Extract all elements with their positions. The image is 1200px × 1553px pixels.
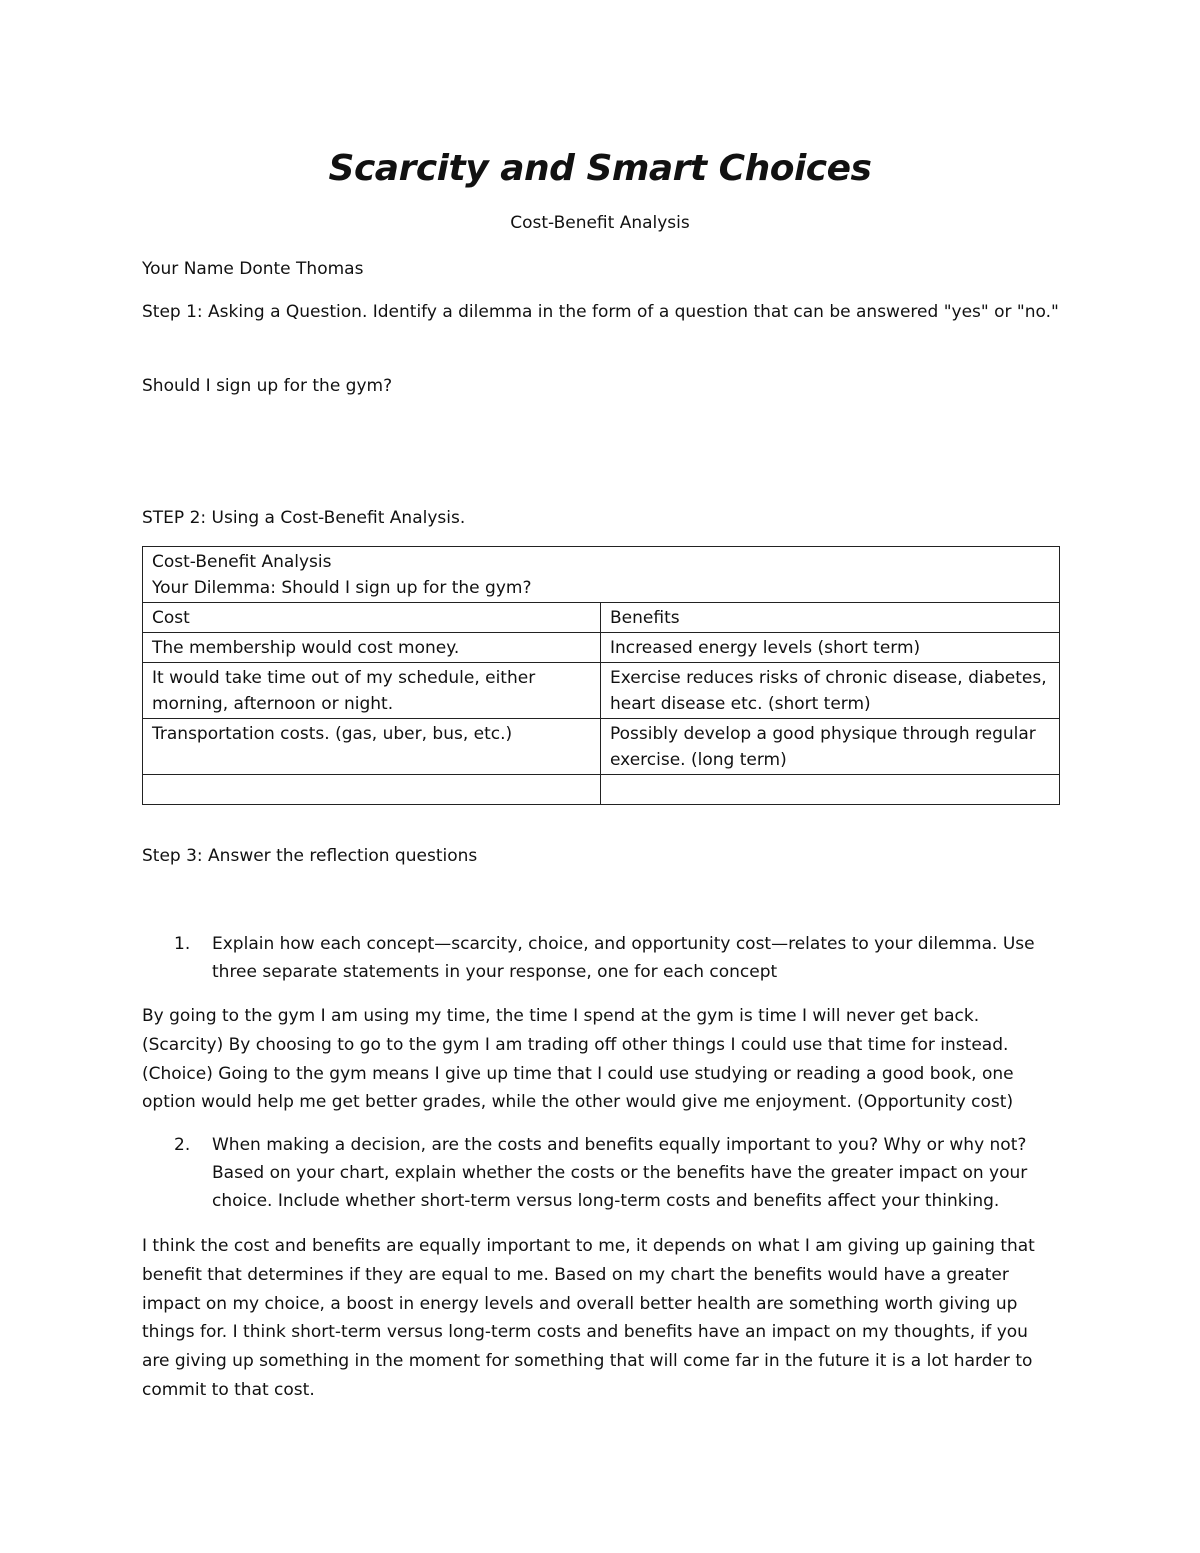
cost-cell (143, 775, 601, 805)
table-row (143, 719, 1060, 775)
cost-benefit-table-wrapper (142, 546, 1060, 805)
document-title: Scarcity and Smart Choices (328, 148, 872, 189)
step3-heading: Step 3: Answer the reflection questions (142, 846, 478, 866)
cost-cell: Transportation costs. (gas, uber, bus, etc.) (143, 719, 601, 775)
benefit-cell: Exercise reduces risks of chronic disease, diabetes, heart disease etc. (short term) (601, 663, 1060, 719)
table-header-title: Cost-Benefit Analysis (152, 552, 332, 572)
table-header-cell (143, 547, 1060, 603)
document-subtitle: Cost-Benefit Analysis (510, 213, 690, 233)
name-line: Your Name Donte Thomas (142, 259, 364, 279)
question-response: I think the cost and benefits are equally important to me, it depends on what I am giving up gaining that benefit that determines if they are equal to me. Based on my chart the benefits would have a greater impact on my choice, a boost in energy levels and overall better health are something worth giving up things for. I think short-term versus long-term costs and benefits have an impact on my thoughts, if you are giving up something in the moment for something that will come far in the future it is a lot harder to commit to that cost. (142, 1236, 1035, 1400)
cost-cell: It would take time out of my schedule, either morning, afternoon or night. (143, 663, 601, 719)
column-header-cost: Cost (143, 603, 601, 633)
step1-prompt: Step 1: Asking a Question. Identify a dilemma in the form of a question that can be answered "yes" or "no." (142, 302, 1059, 322)
question-response: By going to the gym I am using my time, the time I spend at the gym is time I will never get back. (Scarcity) By choosing to go to the gym I am trading off other things I could use that time for instead. (Choice) Going to the gym means I give up time that I could use studying or reading a good book, one option would help me get better grades, while the other would give me enjoyment. (Opportunity cost) (142, 1006, 1014, 1113)
table-row (143, 663, 1060, 719)
question-item (174, 930, 1064, 986)
cost-benefit-table (142, 546, 1060, 805)
question-text: When making a decision, are the costs and benefits equally important to you? Why or why not? Based on your chart, explain whether the costs or the benefits have the greater impact on your choice. Include whether short-term versus long-term costs and benefits affect your thinking. (212, 1135, 1028, 1211)
question-item (174, 1131, 1064, 1215)
table-header-row (143, 547, 1060, 603)
table-column-header-row (143, 603, 1060, 633)
step2-heading: STEP 2: Using a Cost-Benefit Analysis. (142, 508, 466, 528)
benefit-cell: Increased energy levels (short term) (601, 633, 1060, 663)
benefit-cell (601, 775, 1060, 805)
question-number: 1. (174, 934, 191, 954)
benefit-cell: Possibly develop a good physique through regular exercise. (long term) (601, 719, 1060, 775)
cost-cell: The membership would cost money. (143, 633, 601, 663)
question-number: 2. (174, 1135, 191, 1155)
question-text: Explain how each concept—scarcity, choice, and opportunity cost—relates to your dilemma. Use three separate statements in your response, one for each concept (212, 934, 1035, 982)
table-row-empty (143, 775, 1060, 805)
step1-answer: Should I sign up for the gym? (142, 376, 393, 396)
table-header-dilemma: Your Dilemma: Should I sign up for the gym? (152, 578, 532, 598)
table-row (143, 633, 1060, 663)
column-header-benefits: Benefits (601, 603, 1060, 633)
